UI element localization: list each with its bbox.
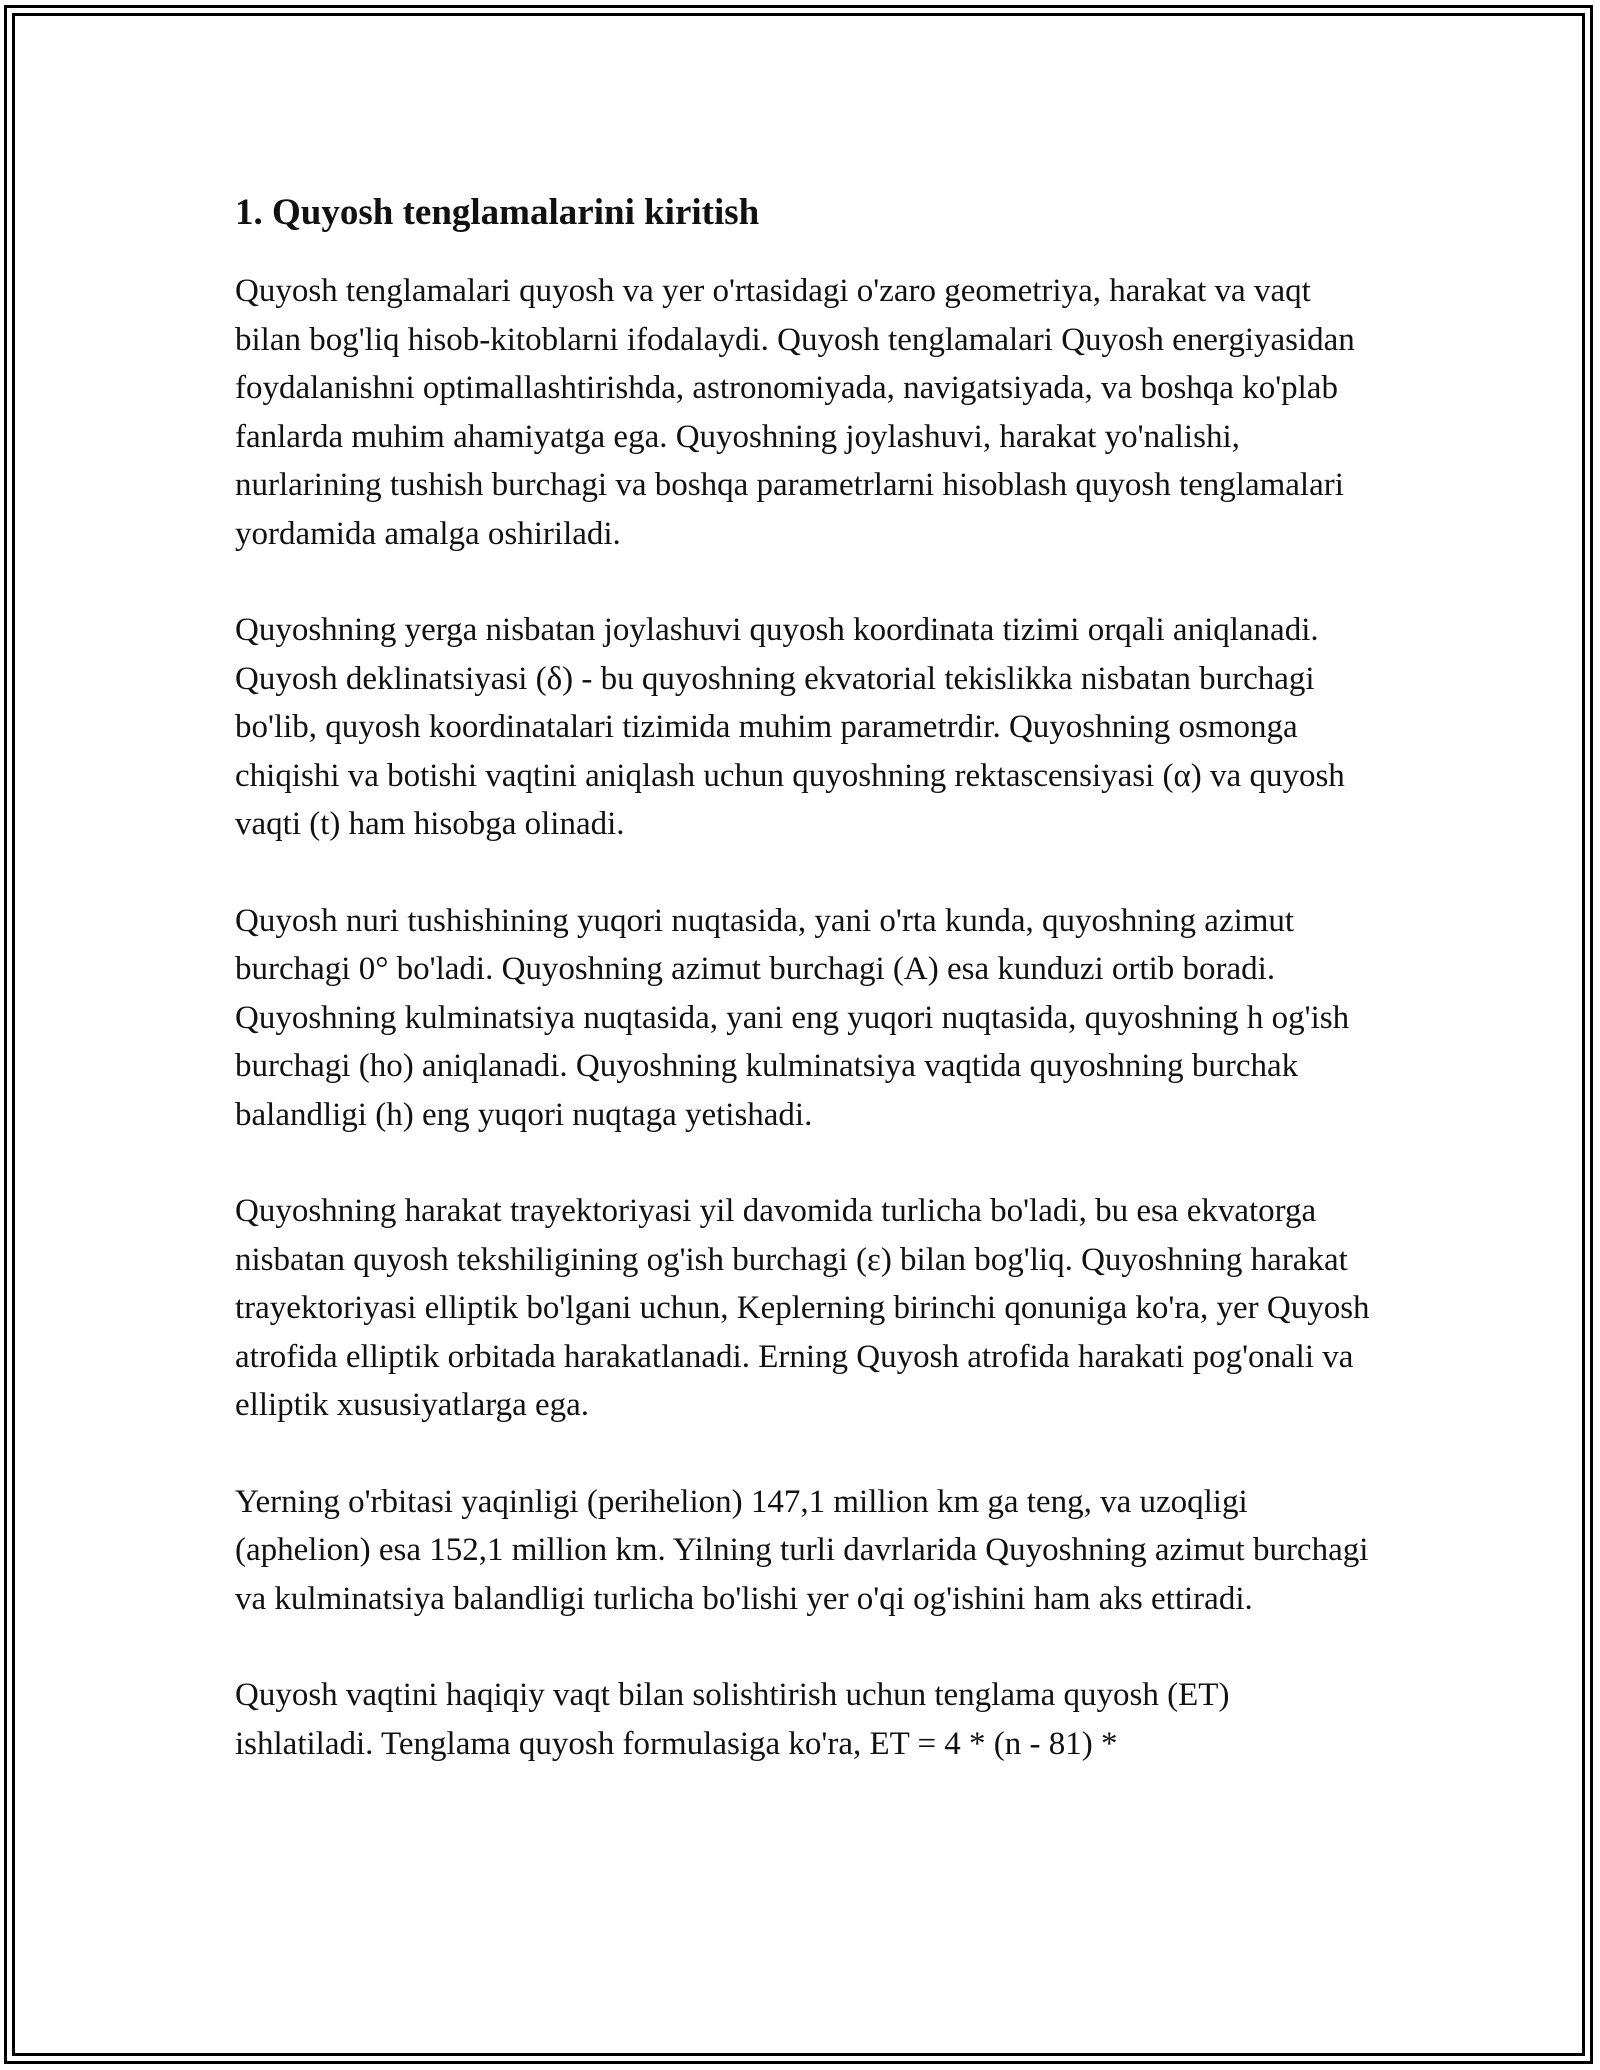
paragraph-azimuth: Quyosh nuri tushishining yuqori nuqtasida, yani o'rta kunda, quyoshning azimut burchagi 0° bo'ladi. Quyoshning azimut burchagi (A) esa kunduzi ortib boradi. Quyoshning kulminatsiya nuqtasida, yani eng yuqori nuqtasida, quyoshning h og'ish burchagi (ho) aniqlanadi. Quyoshning kulminatsiya vaqtida quyoshning burchak balandligi (h) eng yuqori nuqtaga yetishadi. [235,902,1350,1133]
paragraph-orbit: Yerning o'rbitasi yaqinligi (perihelion) 147,1 million km ga teng, va uzoqligi (aphelion) esa 152,1 million km. Yilning turli davrlarida Quyoshning azimut burchagi va kulminatsiya balandligi turlicha bo'lishi yer o'qi og'ishini ham aks ettiradi. [235,1483,1369,1617]
document-body [235,185,1375,1816]
paragraph-coordinates: Quyoshning yerga nisbatan joylashuvi quyosh koordinata tizimi orqali aniqlanadi. Quyosh deklinatsiyasi (δ) - bu quyoshning ekvatorial tekislikka nisbatan burchagi bo'lib, quyosh koordinatalari tizimida muhim parametrdir. Quyoshning osmonga chiqishi va botishi vaqtini aniqlash uchun quyoshning rektascensiyasi (α) va quyosh vaqti (t) ham hisobga olinadi. [235,612,1345,842]
paragraph-equation-of-time: Quyosh vaqtini haqiqiy vaqt bilan solishtirish uchun tenglama quyosh (ET) ishlatiladi. Tenglama quyosh formulasiga ko'ra, ET = 4 * (n - 81) * [235,1677,1230,1762]
section-heading: 1. Quyosh tenglamalarini kiritish [235,192,760,233]
paragraph-intro: Quyosh tenglamalari quyosh va yer o'rtasidagi o'zaro geometriya, harakat va vaqt bilan bog'liq hisob-kitoblarni ifodalaydi. Quyosh tenglamalari Quyosh energiyasidan foydalanishni optimallashtirishda, astronomiyada, navigatsiyada, va boshqa ko'plab fanlarda muhim ahamiyatga ega. Quyoshning joylashuvi, harakat yo'nalishi, nurlarining tushish burchagi va boshqa parametrlarni hisoblash quyosh tenglamalari yordamida amalga oshiriladi. [235,273,1355,552]
paragraph-trajectory: Quyoshning harakat trayektoriyasi yil davomida turlicha bo'ladi, bu esa ekvatorga nisbatan quyosh tekshiligining og'ish burchagi (ε) bilan bog'liq. Quyoshning harakat trayektoriyasi elliptik bo'lgani uchun, Keplerning birinchi qonuniga ko'ra, yer Quyosh atrofida elliptik orbitada harakatlanadi. Erning Quyosh atrofida harakati pog'onali va elliptik xususiyatlarga ega. [235,1193,1370,1423]
